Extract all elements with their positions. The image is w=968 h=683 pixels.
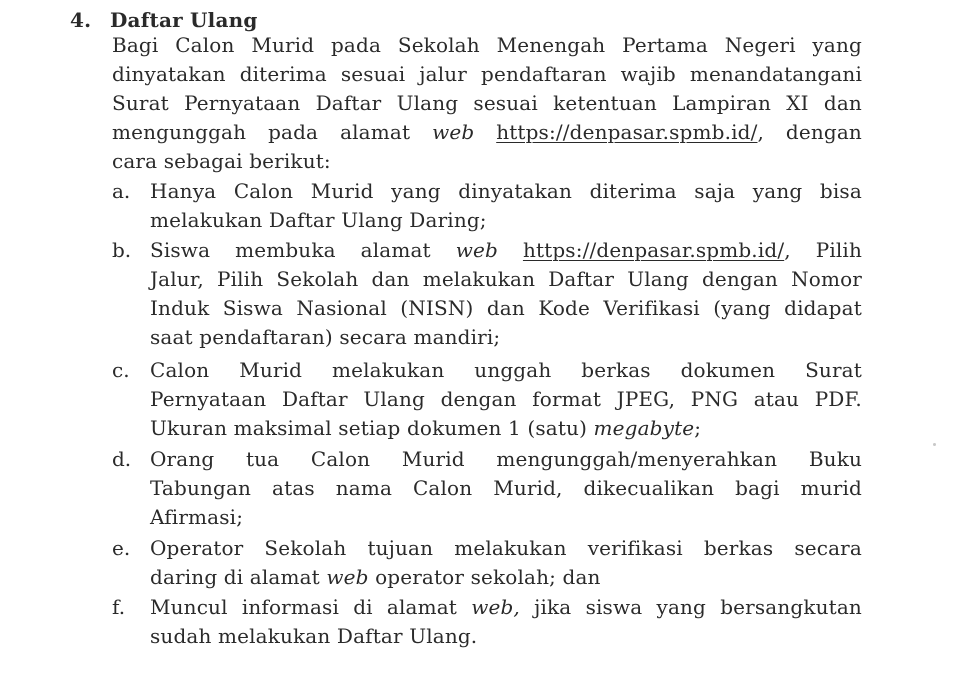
- word: Daftar: [281, 387, 348, 411]
- item-e-line-1: [150, 534, 862, 563]
- item-c-megabyte-term: megabyte: [593, 416, 695, 440]
- item-f-word: alamat: [386, 595, 457, 619]
- item-b-web-term: web: [455, 238, 498, 262]
- item-f-word: di: [353, 595, 373, 619]
- word: Calon: [412, 476, 473, 500]
- word: dan: [371, 267, 410, 291]
- word: Kode: [538, 296, 590, 320]
- item-b-url-link[interactable]: https://denpasar.spmb.id/: [522, 238, 785, 262]
- word: berkas: [703, 536, 774, 560]
- intro-url-link[interactable]: https://denpasar.spmb.id/: [496, 120, 758, 144]
- word: Pertama: [622, 33, 708, 57]
- word: Calon: [310, 447, 371, 471]
- word: PNG: [690, 387, 739, 411]
- word: Lampiran: [672, 91, 772, 115]
- item-b-word: membuka: [235, 238, 336, 262]
- word: sesuai: [340, 62, 406, 86]
- word: Murid: [251, 33, 315, 57]
- intro-word: pada: [268, 120, 319, 144]
- word: wajib: [620, 62, 676, 86]
- intro-word: mengunggah: [112, 120, 247, 144]
- word: Calon: [233, 179, 294, 203]
- item-b-comma: ,: [784, 238, 791, 262]
- item-c-line-1: [150, 356, 862, 385]
- word: Pilih: [216, 267, 264, 291]
- word: verifikasi: [587, 536, 683, 560]
- word: dokumen: [680, 358, 776, 382]
- item-f-line-2: sudah melakukan Daftar Ulang.: [150, 624, 478, 648]
- item-f-word: Muncul: [150, 595, 228, 619]
- item-c-line-2: [150, 385, 862, 414]
- intro-link-group: [496, 118, 764, 147]
- word: Murid,: [493, 476, 563, 500]
- word: Nasional: [296, 296, 387, 320]
- item-d-line-2: [150, 474, 862, 503]
- word: menandatangani: [689, 62, 862, 86]
- word: Daftar: [548, 267, 615, 291]
- word: Ulang: [396, 91, 459, 115]
- item-b-line-2: [150, 265, 862, 294]
- word: dengan: [440, 387, 517, 411]
- word: sesuai: [473, 91, 538, 115]
- word: Verifikasi: [603, 296, 700, 320]
- item-b-line-1: [150, 236, 862, 265]
- word: Pernyataan: [150, 387, 267, 411]
- item-f-web-term: web,: [471, 595, 520, 619]
- word: Jalur,: [150, 267, 204, 291]
- word: didapat: [784, 296, 862, 320]
- item-d-line-3: Afirmasi;: [150, 505, 244, 529]
- word: Ulang: [363, 387, 425, 411]
- item-f-line-1: [150, 593, 862, 622]
- word: Nomor: [791, 267, 862, 291]
- intro-line-2: [112, 60, 862, 89]
- scan-speck: [933, 443, 936, 446]
- word: (yang: [713, 296, 771, 320]
- item-b-marker: b.: [112, 238, 132, 262]
- word: mengunggah/menyerahkan: [496, 447, 778, 471]
- item-d-marker: d.: [112, 447, 132, 471]
- intro-line-4: [112, 118, 862, 147]
- item-f-word: siswa: [585, 595, 643, 619]
- item-a-marker: a.: [112, 179, 131, 203]
- intro-line-1: [112, 31, 862, 60]
- item-b-word: Siswa: [150, 238, 211, 262]
- word: tua: [245, 447, 280, 471]
- word: Orang: [150, 447, 215, 471]
- word: PDF.: [814, 387, 862, 411]
- item-f-marker: f.: [112, 595, 126, 619]
- word: Surat: [112, 91, 169, 115]
- word: yang: [752, 179, 803, 203]
- word: pada: [330, 33, 382, 57]
- word: Surat: [805, 358, 862, 382]
- item-f-word: informasi: [241, 595, 340, 619]
- item-e-text: daring di alamat: [150, 565, 327, 589]
- item-a-line-2: melakukan Daftar Ulang Daring;: [150, 208, 487, 232]
- section-heading: [70, 6, 258, 34]
- section-title: Daftar Ulang: [110, 8, 258, 32]
- word: tujuan: [367, 536, 434, 560]
- word: Induk: [150, 296, 210, 320]
- item-d-line-1: [150, 445, 862, 474]
- word: diterima: [589, 179, 677, 203]
- word: Murid: [401, 447, 465, 471]
- word: dan: [486, 296, 525, 320]
- word: ketentuan: [553, 91, 657, 115]
- intro-line-3: [112, 89, 862, 118]
- word: diterima: [239, 62, 327, 86]
- item-b-word: alamat: [360, 238, 431, 262]
- word: Calon: [175, 33, 235, 57]
- intro-web-term: web: [432, 120, 475, 144]
- section-number: 4.: [70, 8, 92, 32]
- word: Operator: [150, 536, 244, 560]
- word: unggah: [474, 358, 552, 382]
- item-b-line-4: saat pendaftaran) secara mandiri;: [150, 325, 501, 349]
- item-a-line-1: [150, 177, 862, 206]
- word: berkas: [581, 358, 651, 382]
- item-b-link-group: [523, 236, 791, 265]
- word: (NISN): [400, 296, 474, 320]
- word: jalur: [419, 62, 467, 86]
- word: XI: [786, 91, 809, 115]
- word: saja: [694, 179, 736, 203]
- word: Daftar: [315, 91, 382, 115]
- intro-comma: ,: [757, 120, 764, 144]
- word: Bagi: [112, 33, 159, 57]
- word: dikecualikan: [583, 476, 715, 500]
- word: melakukan: [331, 358, 445, 382]
- word: dinyatakan: [458, 179, 572, 203]
- item-c-line-3: [150, 414, 701, 443]
- word: bisa: [819, 179, 862, 203]
- item-e-web-term: web: [326, 565, 369, 589]
- item-b-word: Pilih: [815, 238, 862, 262]
- word: yang: [391, 179, 441, 203]
- word: melakukan: [454, 536, 567, 560]
- word: Tabungan: [150, 476, 252, 500]
- word: Sekolah: [264, 536, 347, 560]
- word: pendaftaran: [481, 62, 607, 86]
- word: secara: [794, 536, 862, 560]
- word: murid: [800, 476, 862, 500]
- word: melakukan: [422, 267, 536, 291]
- intro-word: dengan: [785, 120, 862, 144]
- word: Menengah: [496, 33, 606, 57]
- word: Hanya: [150, 179, 217, 203]
- word: format: [532, 387, 602, 411]
- word: Pernyataan: [184, 91, 301, 115]
- word: Calon: [150, 358, 210, 382]
- word: Sekolah: [276, 267, 359, 291]
- item-c-text: Ukuran maksimal setiap dokumen 1 (satu): [150, 416, 594, 440]
- item-f-word: yang: [656, 595, 707, 619]
- word: Buku: [808, 447, 862, 471]
- word: bagi: [735, 476, 780, 500]
- word: atau: [753, 387, 800, 411]
- word: dinyatakan: [112, 62, 226, 86]
- word: Negeri: [724, 33, 796, 57]
- word: Ulang: [627, 267, 689, 291]
- word: Siswa: [222, 296, 283, 320]
- item-f-word: bersangkutan: [720, 595, 862, 619]
- word: Murid: [239, 358, 303, 382]
- word: Sekolah: [397, 33, 480, 57]
- word: dengan: [701, 267, 778, 291]
- word: yang: [812, 33, 862, 57]
- item-e-line-2: [150, 563, 601, 592]
- item-b-line-3: [150, 294, 862, 323]
- item-f-word: jika: [534, 595, 572, 619]
- word: nama: [335, 476, 393, 500]
- word: dan: [823, 91, 862, 115]
- word: atas: [272, 476, 315, 500]
- item-c-marker: c.: [112, 358, 130, 382]
- word: Murid: [310, 179, 374, 203]
- word: JPEG,: [616, 387, 676, 411]
- item-e-marker: e.: [112, 536, 131, 560]
- intro-word: alamat: [340, 120, 411, 144]
- item-c-semicolon: ;: [694, 416, 702, 440]
- item-e-text-end: operator sekolah; dan: [368, 565, 601, 589]
- intro-line-5: cara sebagai berikut:: [112, 149, 331, 173]
